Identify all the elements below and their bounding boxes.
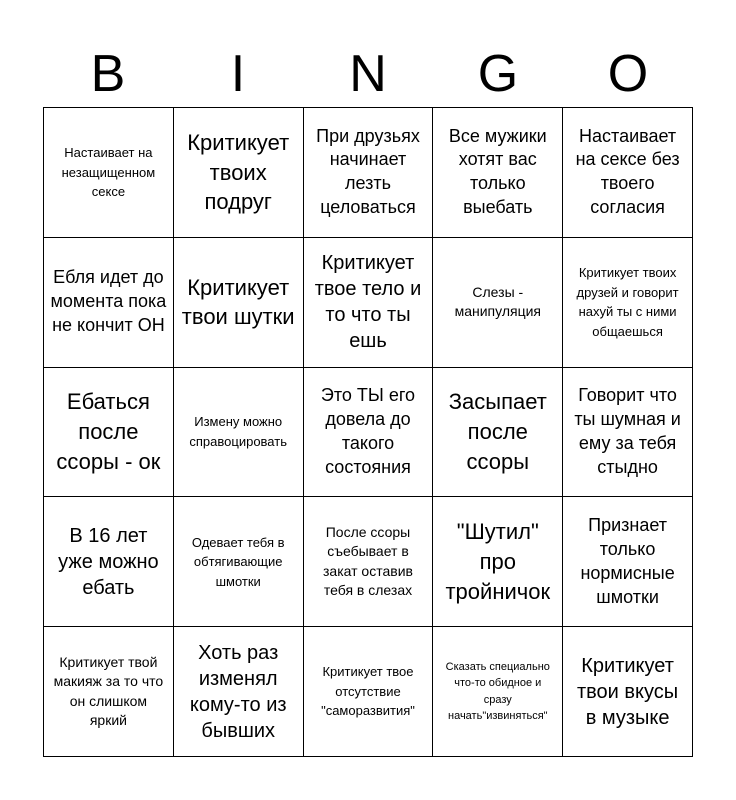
bingo-cell[interactable] [304, 497, 434, 627]
bingo-cell[interactable] [304, 108, 434, 238]
cell-text: Критикует твоих друзей и говорит нахуй ты с ними общаешься [576, 265, 679, 339]
bingo-cell[interactable] [44, 497, 174, 627]
cell-text: Засыпает после ссоры [448, 389, 547, 474]
bingo-cell[interactable] [44, 238, 174, 368]
cell-text: В 16 лет уже можно ебать [58, 524, 159, 599]
cell-text: Признает только нормисные шмотки [580, 514, 675, 607]
cell-text: Критикует твое отсутствие "саморазвития" [321, 664, 415, 719]
cell-text: Все мужики хотят вас только выебать [448, 125, 547, 218]
cell-text: Критикует твои вкусы в музыке [577, 654, 679, 729]
bingo-board [43, 107, 693, 757]
cell-text: Одевает тебя в обтягивающие шмотки [191, 534, 285, 589]
bingo-cell[interactable] [563, 108, 693, 238]
bingo-cell[interactable] [304, 368, 434, 498]
bingo-cell[interactable] [174, 627, 304, 757]
cell-text: Слезы - манипуляция [454, 283, 541, 320]
bingo-cell[interactable] [44, 108, 174, 238]
bingo-header [43, 40, 693, 108]
cell-text: Критикует твой макияж за то что он слишком яркий [53, 653, 164, 728]
bingo-cell[interactable] [433, 108, 563, 238]
cell-text: Хоть раз изменял кому-то из бывших [189, 641, 287, 742]
bingo-cell[interactable] [433, 627, 563, 757]
bingo-cell[interactable] [433, 497, 563, 627]
bingo-cell[interactable] [563, 627, 693, 757]
bingo-cell[interactable] [304, 238, 434, 368]
bingo-cell[interactable] [44, 627, 174, 757]
bingo-cell[interactable] [174, 238, 304, 368]
cell-text: Это ТЫ его довела до такого состояния [320, 385, 416, 477]
bingo-cell[interactable] [563, 497, 693, 627]
bingo-cell[interactable] [563, 238, 693, 368]
bingo-cell[interactable] [433, 368, 563, 498]
cell-text: Критикует твоих подруг [187, 129, 290, 215]
bingo-cell[interactable] [174, 497, 304, 627]
cell-text: Критикует твои шутки [181, 274, 295, 330]
cell-text: Ебля идет до момента пока не кончит ОН [50, 267, 167, 336]
cell-text: Измену можно справоцировать [189, 414, 287, 449]
cell-text: Ебаться после ссоры - ок [56, 389, 161, 474]
header-letter-n: N [349, 45, 387, 103]
cell-text: Настаивает на сексе без твоего согласия [575, 125, 680, 218]
cell-text: Критикует твое тело и то что ты ешь [314, 252, 422, 353]
header-letter-b: B [90, 45, 126, 103]
header-letter-i: I [230, 45, 246, 103]
bingo-cell[interactable] [174, 108, 304, 238]
cell-text: Говорит что ты шумная и ему за тебя стыдно [574, 385, 681, 477]
cell-text: После ссоры съебывает в закат оставив тебя в слезах [323, 524, 413, 599]
cell-text: При друзьях начинает лезть целоваться [316, 125, 420, 218]
bingo-cell[interactable] [174, 368, 304, 498]
header-letter-g: G [477, 45, 519, 103]
cell-text: "Шутил" про тройничок [445, 519, 551, 604]
cell-text: Настаивает на незащищенном сексе [61, 145, 156, 200]
cell-text: Сказать специально что-то обидное и сразу начать"извиняться" [445, 660, 550, 723]
header-letter-o: O [607, 45, 649, 103]
bingo-cell[interactable] [563, 368, 693, 498]
bingo-cell[interactable] [433, 238, 563, 368]
bingo-cell[interactable] [304, 627, 434, 757]
bingo-cell[interactable] [44, 368, 174, 498]
